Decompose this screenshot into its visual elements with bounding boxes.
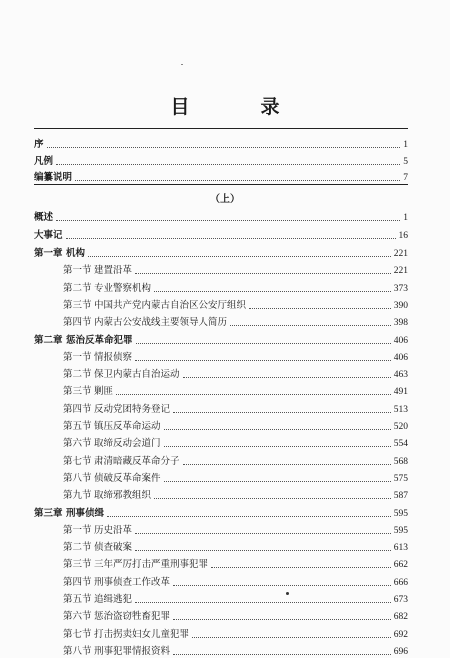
toc-section-entry xyxy=(63,281,408,295)
dot-leader xyxy=(173,618,391,620)
entry-label xyxy=(63,352,132,364)
toc-section-entry xyxy=(63,315,408,329)
entry-number: 第一节 xyxy=(63,265,92,277)
entry-title: 中国共产党内蒙古自治区公安厅组织 xyxy=(94,299,247,311)
entry-title: 惩治反革命犯罪 xyxy=(66,334,133,346)
dot-leader xyxy=(164,445,391,447)
entry-page-number: 5 xyxy=(403,156,408,167)
toc-entry xyxy=(34,137,408,151)
entry-label xyxy=(63,300,246,312)
toc-section-entry xyxy=(63,540,408,554)
toc-entry xyxy=(34,246,408,260)
dot-leader xyxy=(173,584,391,586)
entry-number: 第五节 xyxy=(63,421,92,432)
dot-leader xyxy=(136,342,391,344)
toc-section-entry xyxy=(63,402,408,416)
entry-page-number: 406 xyxy=(393,335,408,346)
dot-leader xyxy=(183,376,391,378)
entry-title: 序 xyxy=(34,139,44,150)
entry-label xyxy=(34,230,63,242)
toc-section-entry xyxy=(63,523,408,537)
dot-leader xyxy=(116,393,391,395)
entry-number: 第二节 xyxy=(63,542,92,554)
entry-title: 大事记 xyxy=(34,229,63,241)
toc-section-entry xyxy=(63,557,408,571)
entry-number: 第二章 xyxy=(34,334,63,346)
entry-label xyxy=(63,525,132,537)
entry-label xyxy=(63,577,170,589)
entry-number: 第一节 xyxy=(63,351,92,363)
entry-page-number: 463 xyxy=(393,370,408,381)
entry-page-number: 666 xyxy=(393,577,408,588)
entry-number: 第七节 xyxy=(63,455,92,467)
entry-title: 凡例 xyxy=(34,155,54,167)
dot-leader xyxy=(88,255,391,257)
toc-section-entry xyxy=(63,263,408,277)
entry-number: 第三章 xyxy=(34,507,63,519)
entry-page-number: 221 xyxy=(393,266,408,277)
dot-leader xyxy=(135,272,391,274)
entry-page-number: 595 xyxy=(393,525,408,536)
entry-label xyxy=(63,317,227,329)
entry-number: 第八节 xyxy=(63,472,92,484)
entry-label xyxy=(63,283,151,295)
dot-leader xyxy=(249,307,391,309)
entry-number: 第八节 xyxy=(63,645,92,657)
entry-number: 第三节 xyxy=(63,386,92,398)
toc-section-entry xyxy=(63,575,408,589)
entry-page-number: 1 xyxy=(403,140,408,150)
toc-section-entry xyxy=(63,350,408,364)
entry-number: 第一章 xyxy=(34,248,63,259)
entry-number: 第四节 xyxy=(63,317,92,329)
entry-label xyxy=(63,386,113,398)
entry-label xyxy=(63,542,132,554)
dot-leader xyxy=(47,146,401,148)
scan-speck xyxy=(181,64,183,65)
entry-page-number: 520 xyxy=(393,422,408,432)
toc-section-entry xyxy=(63,384,408,398)
entry-title: 刑事侦缉 xyxy=(66,507,105,519)
entry-title: 打击拐卖妇女儿童犯罪 xyxy=(94,628,190,640)
entry-label xyxy=(63,265,132,277)
volume-label: （上） xyxy=(210,194,240,205)
entry-title: 镇压反革命运动 xyxy=(94,421,161,432)
dot-leader xyxy=(192,636,391,638)
entry-page-number: 221 xyxy=(393,249,408,259)
entry-number: 第三节 xyxy=(63,299,92,311)
entry-page-number: 587 xyxy=(393,491,408,502)
entry-number: 第六节 xyxy=(63,438,92,450)
toc-entry xyxy=(34,506,408,520)
dot-leader xyxy=(135,549,391,551)
entry-page-number: 613 xyxy=(393,543,408,554)
entry-number: 第四节 xyxy=(63,403,92,415)
toc-section-entry xyxy=(63,627,408,641)
dot-leader xyxy=(135,359,391,361)
page-title: 目 录 xyxy=(170,96,306,118)
entry-title: 肃清暗藏反革命分子 xyxy=(94,455,180,467)
entry-page-number: 568 xyxy=(393,456,408,467)
entry-label xyxy=(34,248,85,260)
entry-title: 概述 xyxy=(34,212,54,223)
entry-label xyxy=(63,421,161,433)
entry-title: 惩治盗窃牲畜犯罪 xyxy=(94,611,171,623)
toc-section-entry xyxy=(63,609,408,623)
entry-number: 第三节 xyxy=(63,559,92,571)
entry-page-number: 513 xyxy=(393,404,408,415)
entry-page-number: 398 xyxy=(393,318,408,329)
entry-page-number: 16 xyxy=(398,230,408,241)
entry-number: 第四节 xyxy=(63,576,92,588)
entry-page-number: 390 xyxy=(393,300,408,311)
dot-leader xyxy=(135,601,391,603)
dot-leader xyxy=(154,290,391,292)
toc-section-entry xyxy=(63,298,408,312)
entry-title: 专业警察机构 xyxy=(94,282,152,294)
dot-leader xyxy=(154,497,391,499)
entry-page-number: 662 xyxy=(393,560,408,571)
entry-title: 剿匪 xyxy=(94,386,114,398)
dot-leader xyxy=(211,566,391,568)
entry-title: 机构 xyxy=(66,248,86,259)
entry-page-number: 373 xyxy=(393,283,408,294)
toc-entry xyxy=(34,333,408,347)
entry-title: 情报侦察 xyxy=(94,351,133,363)
entry-label xyxy=(63,490,151,502)
entry-label xyxy=(63,646,170,658)
dot-leader xyxy=(164,428,391,430)
entry-label xyxy=(63,438,161,450)
entry-number: 第二节 xyxy=(63,369,92,381)
toc-section-entry xyxy=(63,419,408,433)
dot-leader xyxy=(56,163,400,165)
entry-number: 第五节 xyxy=(63,594,92,605)
entry-label xyxy=(34,508,104,520)
entry-number: 第六节 xyxy=(63,611,92,623)
entry-number: 第七节 xyxy=(63,628,92,640)
entry-title: 反动党团特务登记 xyxy=(94,403,171,415)
dot-leader xyxy=(56,219,400,221)
dot-leader xyxy=(164,480,391,482)
toc-entry xyxy=(34,228,408,242)
entry-title: 历史沿革 xyxy=(94,524,133,536)
entry-title: 取缔反动会道门 xyxy=(94,438,161,450)
entry-label xyxy=(34,139,44,151)
toc-entry xyxy=(34,170,408,184)
entry-label xyxy=(34,335,133,347)
entry-title: 侦查破案 xyxy=(94,542,133,554)
entry-label xyxy=(63,404,170,416)
entry-number: 第九节 xyxy=(63,490,92,502)
entry-page-number: 595 xyxy=(393,508,408,519)
dot-leader xyxy=(183,463,391,465)
entry-label xyxy=(63,369,180,381)
entry-label xyxy=(34,172,72,184)
entry-label xyxy=(34,212,53,224)
toc-entry xyxy=(34,154,408,168)
dot-leader xyxy=(173,411,391,413)
entry-title: 保卫内蒙古自治运动 xyxy=(94,369,180,381)
entry-title: 取缔邪教组织 xyxy=(94,490,152,502)
toc-section-entry xyxy=(63,436,408,450)
toc-section-entry xyxy=(63,471,408,485)
entry-title: 刑事侦查工作改革 xyxy=(94,576,171,588)
dot-leader xyxy=(230,324,391,326)
toc-section-entry xyxy=(63,367,408,381)
entry-title: 刑事犯罪情报资料 xyxy=(94,645,171,657)
entry-label xyxy=(63,559,208,571)
entry-page-number: 673 xyxy=(393,595,408,605)
entry-label xyxy=(63,473,161,485)
toc-section-entry xyxy=(63,644,408,658)
entry-label xyxy=(63,594,132,606)
entry-page-number: 692 xyxy=(393,629,408,640)
dot-leader xyxy=(173,653,391,655)
dot-leader xyxy=(107,515,391,517)
entry-page-number: 7 xyxy=(403,173,408,183)
entry-number: 第一节 xyxy=(63,524,92,536)
entry-page-number: 554 xyxy=(393,439,408,450)
dot-leader xyxy=(135,532,391,534)
entry-title: 侦破反革命案件 xyxy=(94,472,161,484)
entry-title: 三年严厉打击严重刑事犯罪 xyxy=(94,559,209,571)
entry-page-number: 406 xyxy=(393,352,408,363)
toc-section-entry xyxy=(63,592,408,606)
entry-page-number: 1 xyxy=(403,213,408,223)
entry-page-number: 575 xyxy=(393,473,408,484)
entry-label xyxy=(34,156,53,168)
entry-page-number: 696 xyxy=(393,646,408,657)
entry-label xyxy=(63,629,189,641)
entry-label xyxy=(63,611,170,623)
entry-title: 建置沿革 xyxy=(94,265,133,277)
divider xyxy=(34,184,408,185)
toc-entry xyxy=(34,210,408,224)
toc-section-entry xyxy=(63,488,408,502)
entry-label xyxy=(63,456,180,468)
entry-title: 追缉逃犯 xyxy=(94,594,133,605)
entry-number: 第二节 xyxy=(63,282,92,294)
entry-page-number: 491 xyxy=(393,387,408,398)
divider xyxy=(34,128,408,129)
entry-title: 编纂说明 xyxy=(34,172,73,183)
toc-section-entry xyxy=(63,454,408,468)
scan-mark xyxy=(286,592,289,595)
entry-page-number: 682 xyxy=(393,612,408,623)
dot-leader xyxy=(66,237,396,239)
dot-leader xyxy=(75,179,400,181)
entry-title: 内蒙古公安战线主要领导人简历 xyxy=(94,317,228,329)
